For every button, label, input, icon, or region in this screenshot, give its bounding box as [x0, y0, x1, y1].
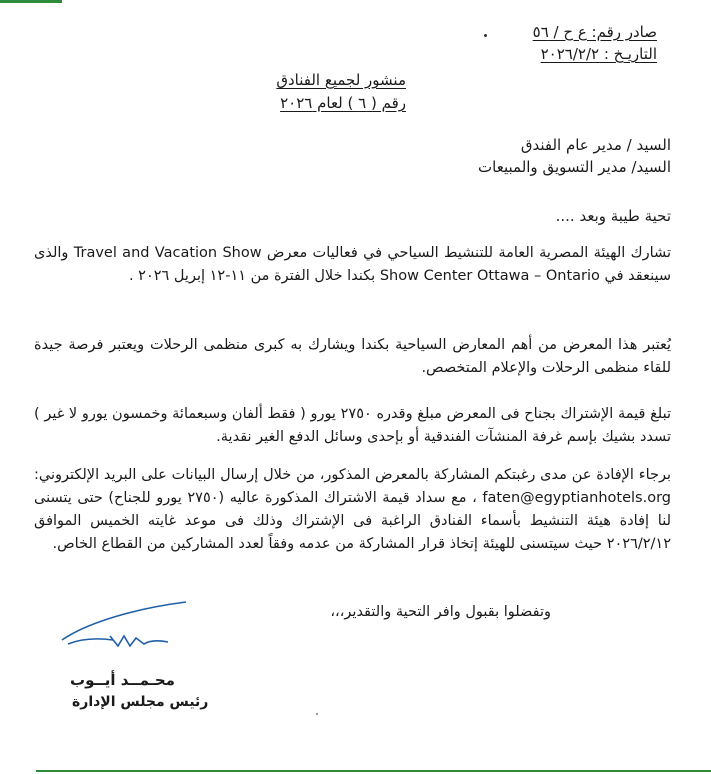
signatory-title: رئيس مجلس الإدارة	[72, 694, 209, 710]
addressee-general-manager: السيد / مدير عام الفندق	[520, 136, 671, 154]
issue-date: التاريـخ : ٢٠٢٦/٢/٢	[540, 45, 657, 63]
greeting: تحية طيبة وبعد ....	[555, 207, 671, 225]
circular-title: منشور لجميع الفنادق	[276, 71, 406, 89]
issue-number: صادر رقم: ع ح / ٥٦	[532, 23, 657, 41]
paragraph-fee: تبلغ قيمة الإشتراك بجناح فى المعرض مبلغ وقدره ٢٧٥٠ يورو ( فقط ألفان وسبعمائة وخمسون يورو لا غير ) تسدد بشيك بإسم غرفة المنشآت الفندقية أو بإحدى وسائل الدفع الغير نقدية.	[34, 406, 671, 445]
stray-dot	[484, 34, 487, 37]
paragraph-importance: يُعتبر هذا المعرض من أهم المعارض السياحية بكندا ويشارك به كبرى منظمى الرحلات ويعتبر فرصة جيدة للقاء منظمى الرحلات والإعلام المتخصص.	[34, 337, 671, 376]
addressee-sales-manager: السيد/ مدير التسويق والمبيعات	[478, 158, 671, 176]
top-green-rule	[0, 0, 62, 3]
stray-dot	[316, 713, 318, 715]
closing-line: وتفضلوا بقبول وافر التحية والتقدير،،،	[330, 604, 551, 620]
paragraph-request: برجاء الإفادة عن مدى رغبتكم المشاركة بالمعرض المذكور، من خلال إرسال البيانات على البريد الإلكتروني: faten@egyptianhotels.org ، مع سداد قيمة الاشتراك المذكورة عاليه (٢٧٥٠ يورو للجناح) حتى يتسنى لنا إفادة هيئة التنشيط بأسماء الفنادق الراغبة فى الإشتراك وذلك فى موعد غايته الخميس الموافق ٢٠٢٦/٢/١٢ حيث سيتسنى للهيئة إتخاذ قرار المشاركة من عدمه وفقاً لعدد المشاركين من القطاع الخاص.	[34, 467, 672, 552]
bottom-green-rule	[36, 770, 711, 772]
signatory-name: محـمــد أيــوب	[70, 671, 175, 689]
signature-scribble	[58, 600, 193, 660]
paragraph-exhibition: تشارك الهيئة المصرية العامة للتنشيط السياحي في فعاليات معرض Travel and Vacation Show والذى سينعقد في Show Center Ottawa – Ontario بكندا خلال الفترة من ١١-١٢ إبريل ٢٠٢٦ .	[34, 245, 671, 284]
circular-number: رقم ( ٦ ) لعام ٢٠٢٦	[280, 94, 406, 112]
